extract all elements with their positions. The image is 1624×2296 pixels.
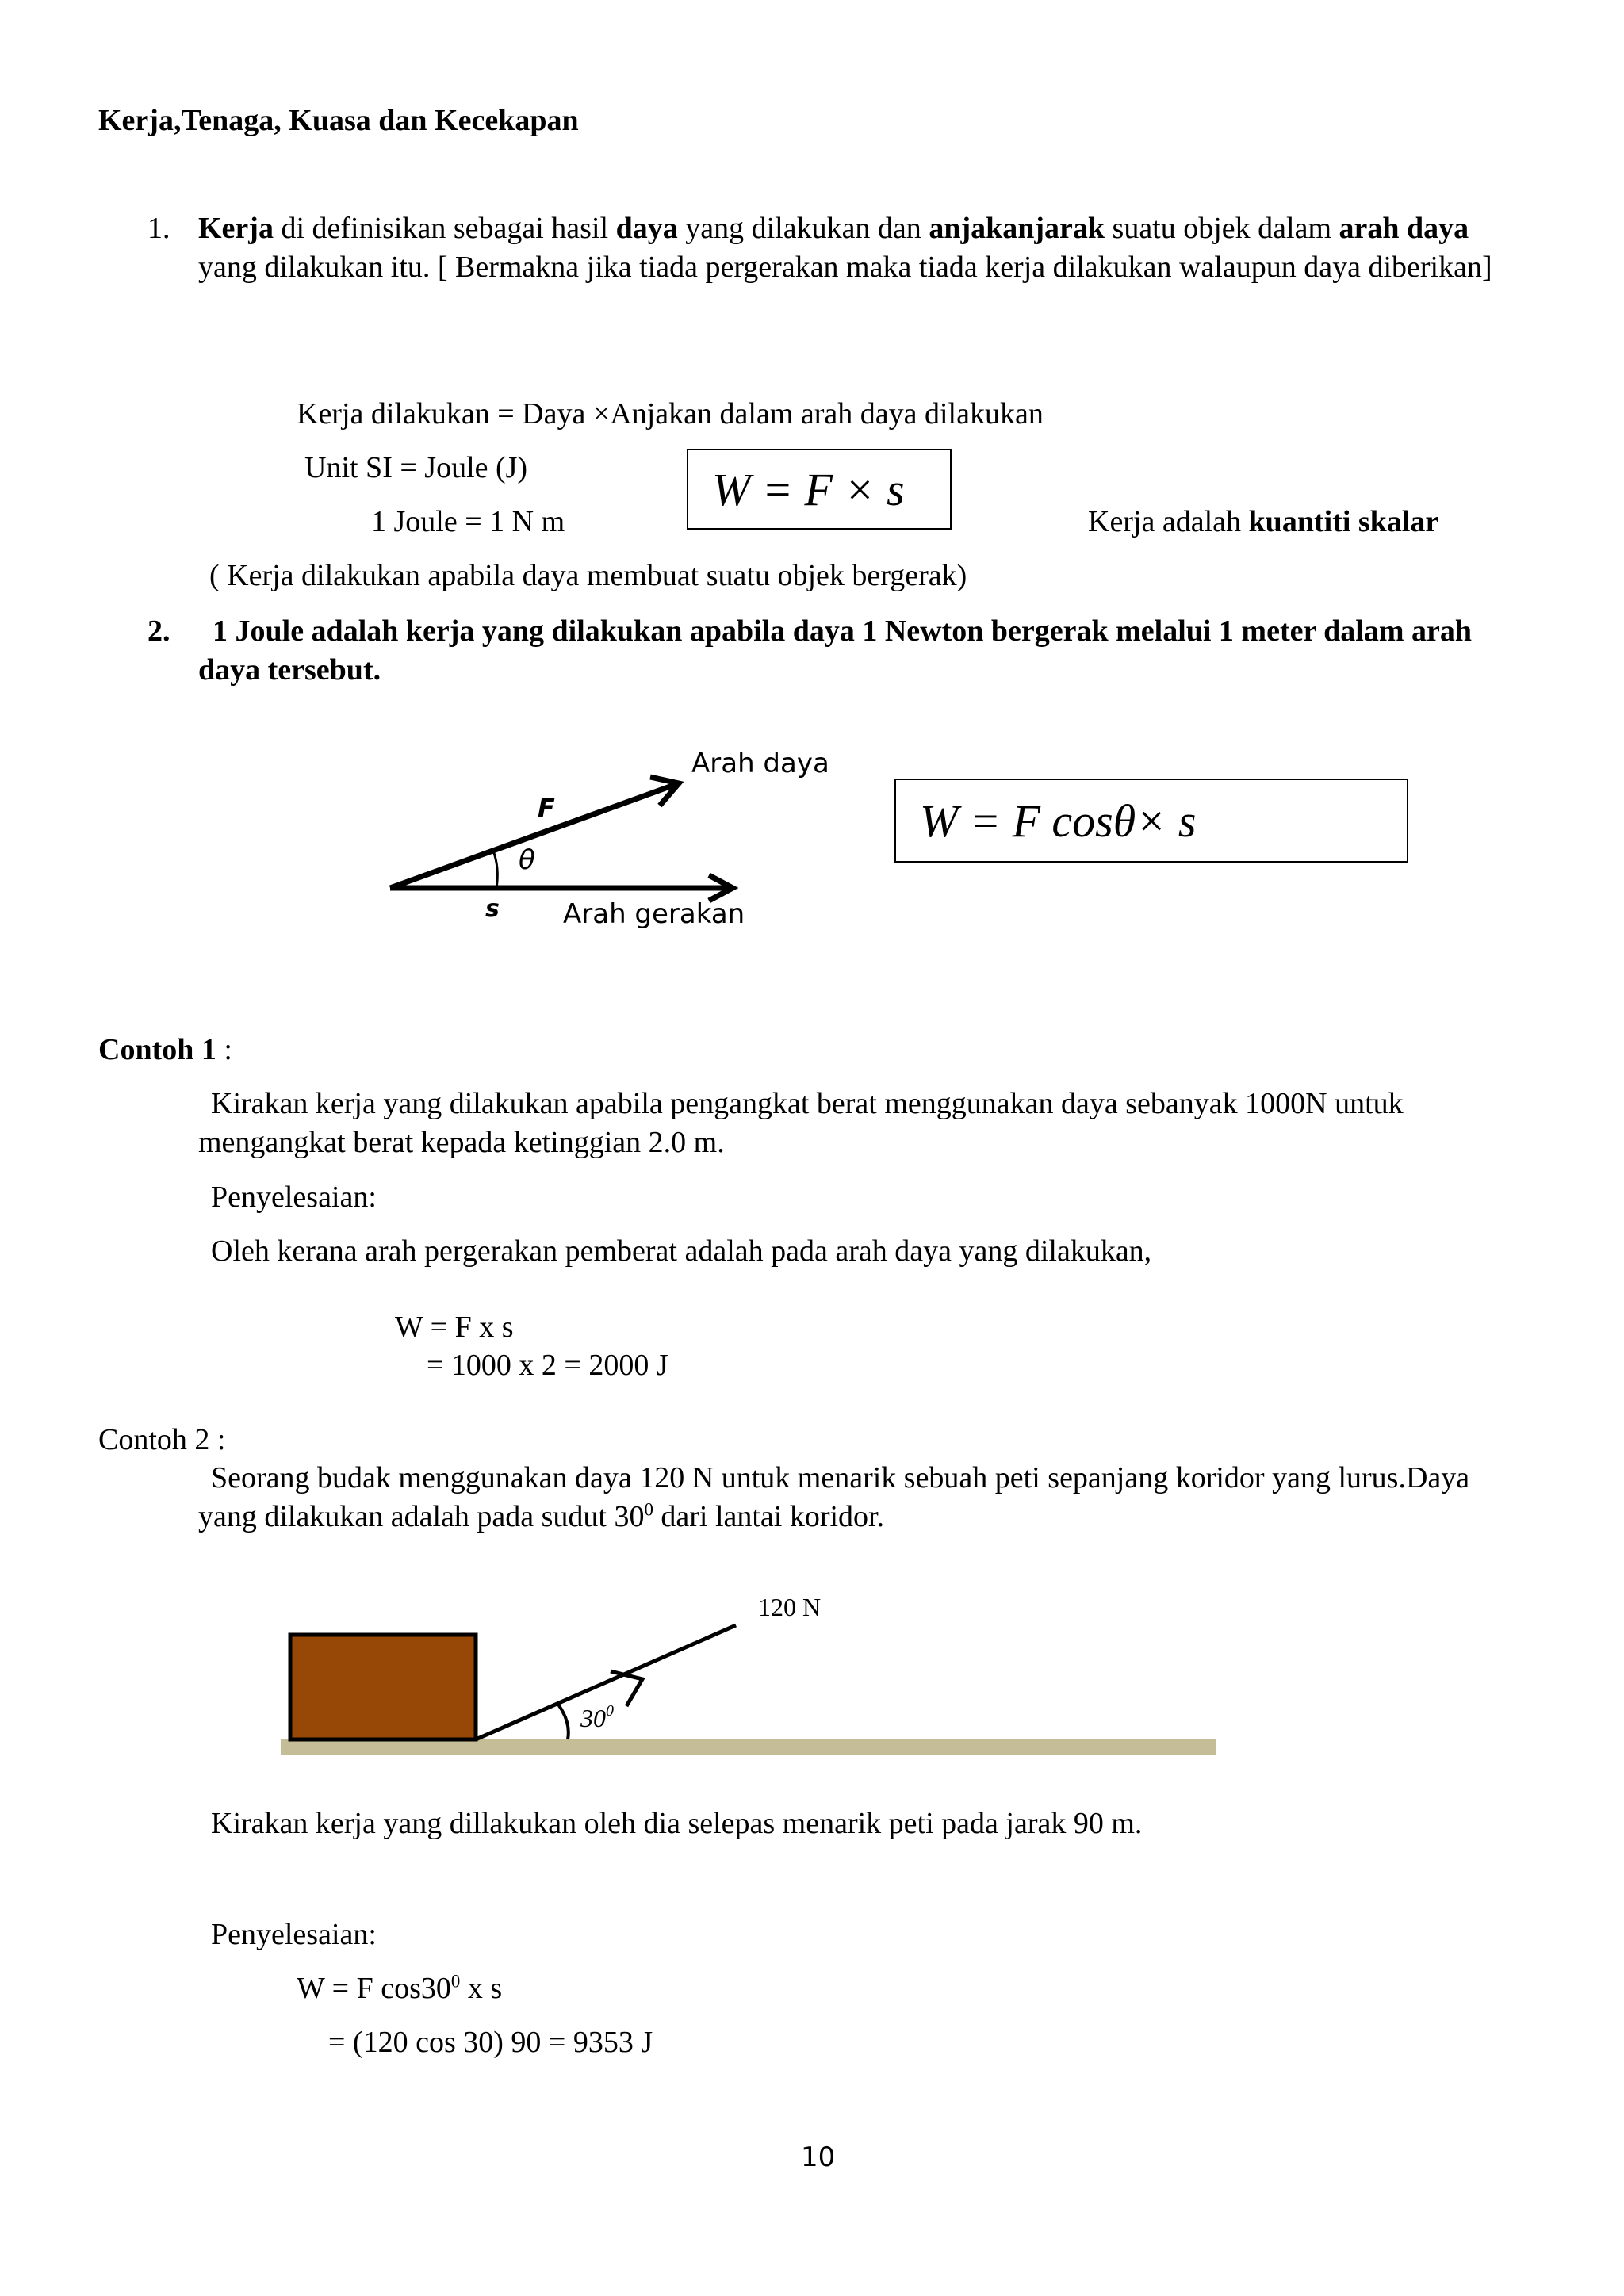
force-direction-label: Arah daya	[691, 748, 829, 779]
example-2-question-2: Kirakan kerja yang dillakukan oleh dia selepas menarik peti pada jarak 90 m.	[211, 1807, 1143, 1840]
example-1-title: Contoh 1 :	[98, 1033, 232, 1066]
item-1-text: Kerja di definisikan sebagai hasil daya yang dilakukan dan anjakanjarak suatu objek dalam arah daya yang dilakukan itu. [ Bermakna jika tiada pergerakan maka tiada kerja dilakukan walaupun daya diberikan]	[198, 212, 1492, 284]
scalar-note: Kerja adalah kuantiti skalar	[1088, 505, 1439, 538]
force-label: F	[538, 793, 555, 823]
floor	[281, 1739, 1216, 1755]
work-definition: Kerja dilakukan = Daya ×Anjakan dalam arah daya dilakukan	[297, 397, 1044, 430]
example-1-step-1: W = F x s	[395, 1311, 514, 1344]
pull-force-vector	[476, 1625, 736, 1739]
formula-box-work-angle: W = F cosθ× s	[894, 779, 1408, 863]
example-2-solution-label: Penyelesaian:	[211, 1918, 377, 1951]
angle-label: θ	[519, 844, 535, 876]
example-2-step-1: W = F $\cos 30^0$ x s	[297, 1971, 503, 2005]
angle-arc	[493, 851, 497, 888]
pull-force-value: 120 N	[758, 1593, 822, 1621]
example-2-question: Seorang budak menggunakan daya 120 N untuk menarik sebuah peti sepanjang koridor yang lurus.Daya yang dilakukan adalah pada sudut $30^0$ dari lantai koridor.	[198, 1461, 1470, 1533]
example-2-step-2: = (120 cos 30) 90 = 9353 J	[328, 2026, 653, 2059]
si-unit: Unit SI = Joule (J)	[304, 451, 528, 484]
page-heading: Kerja,Tenaga, Kuasa dan Kecekapan	[98, 104, 579, 137]
joule-definition: 1 Joule = 1 N m	[371, 505, 565, 538]
example-2-title: Contoh 2 :	[98, 1423, 226, 1456]
displacement-label: s	[485, 895, 500, 923]
pull-angle-arc	[558, 1705, 569, 1739]
example-1-step-2: = 1000 x 2 = 2000 J	[427, 1349, 668, 1382]
pull-angle-value: $30^0$	[580, 1702, 614, 1732]
work-note: ( Kerja dilakukan apabila daya membuat suatu objek bergerak)	[209, 559, 967, 592]
box-pull-diagram	[278, 1586, 1229, 1760]
example-1-question: Kirakan kerja yang dilakukan apabila pengangkat berat menggunakan daya sebanyak 1000N untuk mengangkat berat kepada ketinggian 2.0 m.	[198, 1087, 1404, 1159]
item-number-1: 1.	[147, 212, 170, 245]
item-number-2: 2.	[147, 614, 170, 648]
force-angle-diagram	[373, 737, 848, 951]
formula-box-work: W = F × s	[687, 449, 952, 530]
example-1-solution-label: Penyelesaian:	[211, 1181, 377, 1214]
example-1-reasoning: Oleh kerana arah pergerakan pemberat adalah pada arah daya yang dilakukan,	[211, 1234, 1152, 1268]
motion-direction-label: Arah gerakan	[563, 898, 745, 930]
crate	[290, 1635, 476, 1739]
item-2-text: 1 Joule adalah kerja yang dilakukan apabila daya 1 Newton bergerak melalui 1 meter dalam arah daya tersebut.	[198, 614, 1503, 687]
page-number: 10	[801, 2141, 836, 2173]
